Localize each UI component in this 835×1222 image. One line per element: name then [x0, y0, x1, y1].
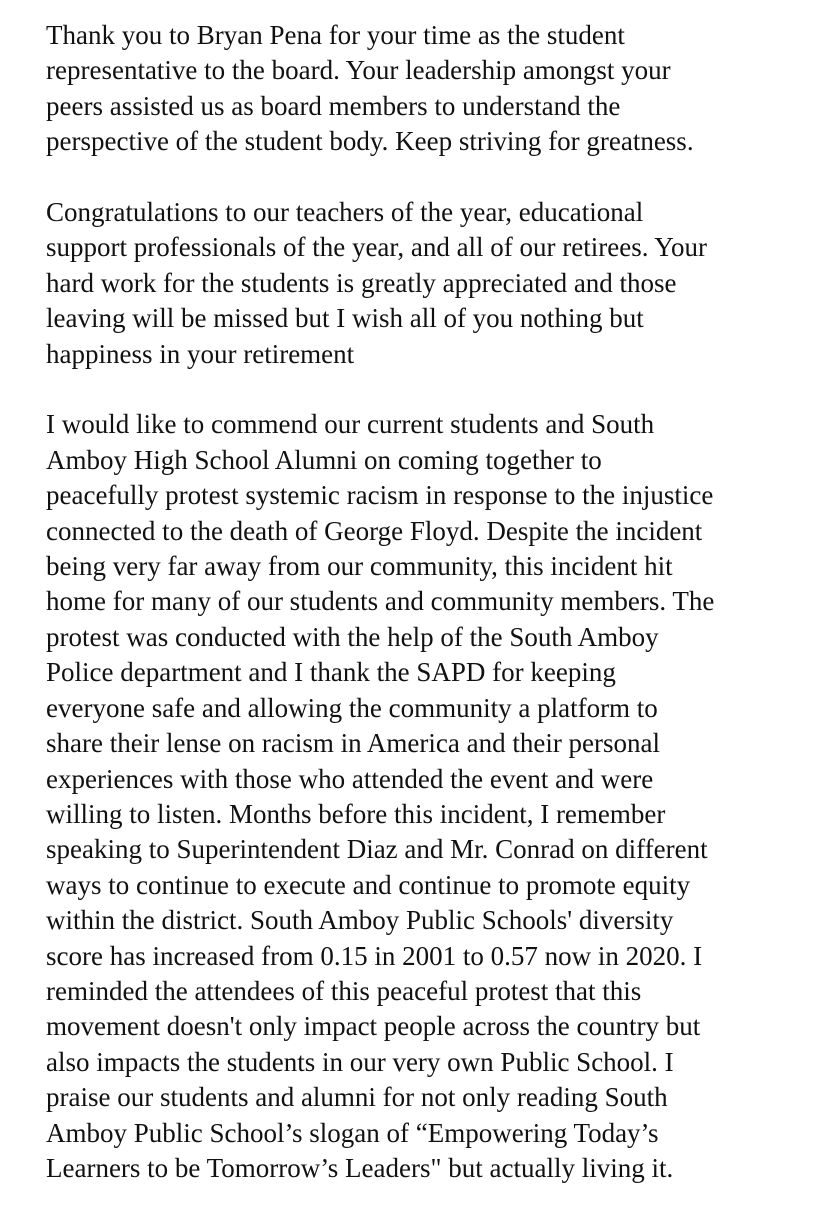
document-body [46, 18, 826, 1222]
text-line: within the district. South Amboy Public Schools' diversity [46, 905, 674, 936]
text-line: Amboy High School Alumni on coming together to [46, 444, 602, 475]
text-line: movement doesn't only impact people across the country but [46, 1011, 701, 1042]
text-line: willing to listen. Months before this incident, I remember [46, 798, 666, 829]
text-line: share their lense on racism in America and their personal [46, 728, 661, 759]
text-line: reminded the attendees of this peaceful protest that this [46, 975, 642, 1006]
text-line: perspective of the student body. Keep striving for greatness. [46, 126, 694, 157]
text-line: Thank you to Bryan Pena for your time as the student [46, 20, 625, 50]
text-line: connected to the death of George Floyd. Despite the incident [46, 515, 703, 546]
text-line: experiences with those who attended the event and were [46, 763, 654, 794]
text-line: protest was conducted with the help of the South Amboy [46, 621, 659, 652]
text-line: peacefully protest systemic racism in response to the injustice [46, 480, 714, 511]
text-line: Police department and I thank the SAPD for keeping [46, 657, 616, 688]
paragraph-congratulations [46, 195, 826, 372]
text-line: peers assisted us as board members to understand the [46, 90, 621, 121]
text-line: I would like to commend our current students and South [46, 409, 655, 440]
text-line: hard work for the students is greatly appreciated and those [46, 267, 677, 298]
text-line: Congratulations to our teachers of the year, educational [46, 197, 644, 228]
text-line: Amboy Public School’s slogan of “Empowering Today’s [46, 1117, 659, 1148]
text-line: speaking to Superintendent Diaz and Mr. Conrad on different [46, 834, 708, 865]
text-line: happiness in your retirement [46, 338, 355, 369]
text-line: home for many of our students and community members. The [46, 586, 715, 617]
text-line: leaving will be missed but I wish all of you nothing but [46, 303, 644, 334]
text-line: everyone safe and allowing the community a platform to [46, 692, 658, 723]
text-line: ways to continue to execute and continue to promote equity [46, 869, 691, 900]
text-line: representative to the board. Your leadership amongst your [46, 55, 671, 86]
text-line: being very far away from our community, this incident hit [46, 551, 673, 582]
text-line: Learners to be Tomorrow’s Leaders" but actually living it. [46, 1152, 674, 1183]
paragraph-protest-commendation [46, 407, 826, 1186]
text-line: support professionals of the year, and all of our retirees. Your [46, 232, 708, 263]
text-line: score has increased from 0.15 in 2001 to 0.57 now in 2020. I [46, 940, 703, 971]
paragraph-thanks-student-rep [46, 18, 826, 160]
text-line: praise our students and alumni for not only reading South [46, 1082, 668, 1113]
text-line: also impacts the students in our very own Public School. I [46, 1046, 674, 1077]
